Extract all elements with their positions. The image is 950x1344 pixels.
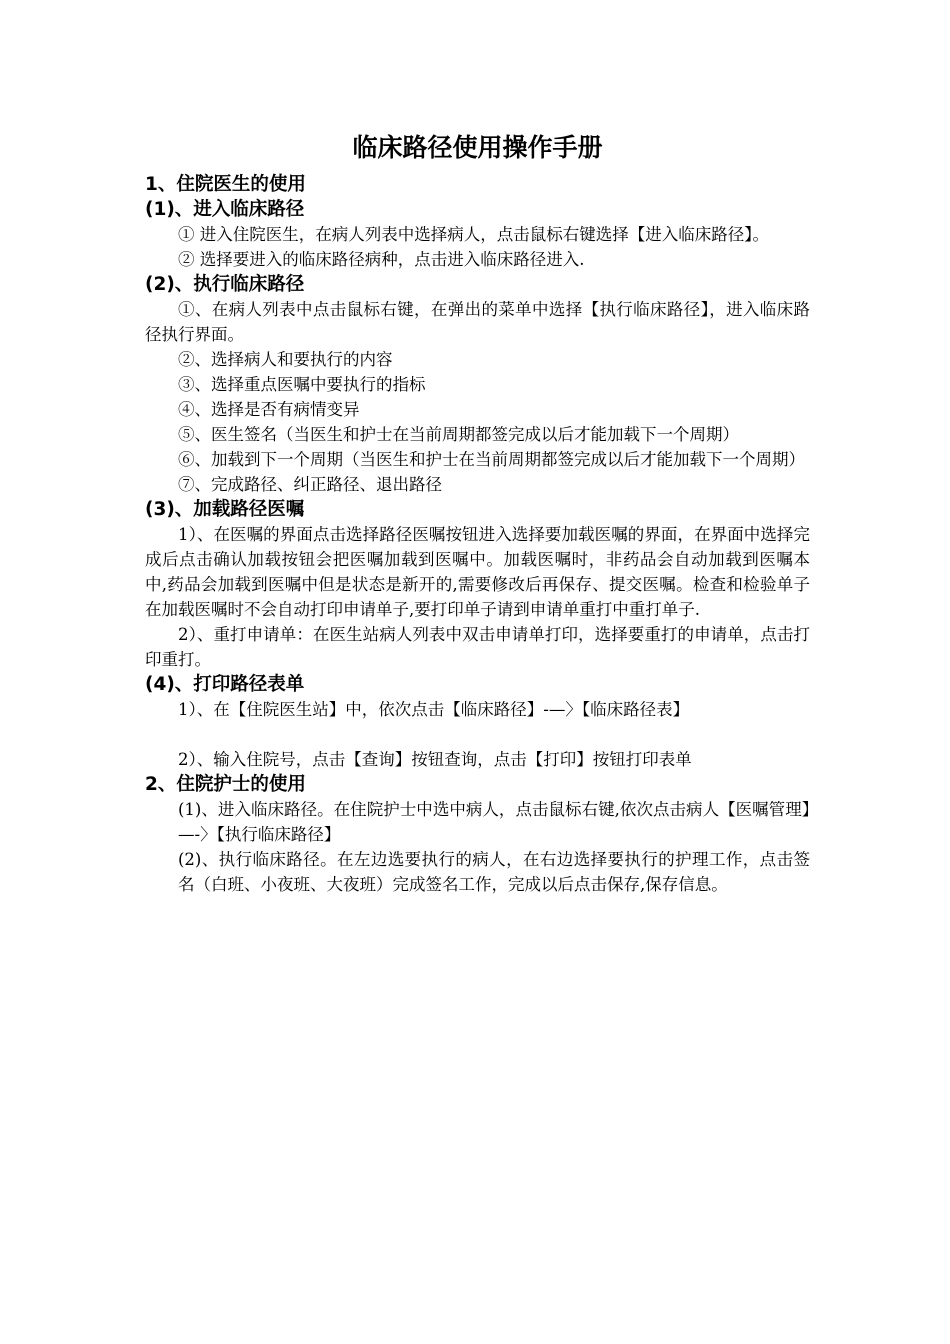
paragraph: (2)、执行临床路径。在左边选要执行的病人，在右边选择要执行的护理工作，点击签名（白班、小夜班、大夜班）完成签名工作，完成以后点击保存,保存信息。 xyxy=(178,850,810,894)
paragraph: ⑥、加载到下一个周期（当医生和护士在当前周期都签完成以后才能加载下一个周期） xyxy=(178,450,805,469)
paragraph: ④、选择是否有病情变异 xyxy=(178,400,360,419)
paragraph: ③、选择重点医嘱中要执行的指标 xyxy=(178,375,426,394)
paragraph: ②、选择病人和要执行的内容 xyxy=(178,350,393,369)
subsection-heading-load-orders: (3)、加载路径医嘱 xyxy=(145,499,305,520)
section-heading-doctor: 1、住院医生的使用 xyxy=(145,174,306,195)
subsection-heading-enter-path: (1)、进入临床路径 xyxy=(145,199,305,220)
subsection-heading-print-forms: (4)、打印路径表单 xyxy=(145,674,305,695)
section-heading-nurse: 2、住院护士的使用 xyxy=(145,774,306,795)
document-title: 临床路径使用操作手册 xyxy=(352,133,603,162)
paragraph: ① 进入住院医生，在病人列表中选择病人，点击鼠标右键选择【进入临床路径】。 xyxy=(178,225,769,244)
paragraph: 1）、在【住院医生站】中，依次点击【临床路径】-—〉【临床路径表】 xyxy=(178,700,690,719)
paragraph: ⑤、医生签名（当医生和护士在当前周期都签完成以后才能加载下一个周期） xyxy=(178,425,739,444)
paragraph: ①、在病人列表中点击鼠标右键，在弹出的菜单中选择【执行临床路径】，进入临床路径执行界面。 xyxy=(145,300,810,344)
document-page xyxy=(145,128,810,897)
paragraph: ⑦、完成路径、纠正路径、退出路径 xyxy=(178,475,442,494)
paragraph: 1）、在医嘱的界面点击选择路径医嘱按钮进入选择要加载医嘱的界面，在界面中选择完成后点击确认加载按钮会把医嘱加载到医嘱中。加载医嘱时，非药品会自动加载到医嘱本中,药品会加载到医嘱中但是状态是新开的,需要修改后再保存、提交医嘱。检查和检验单子在加载医嘱时不会自动打印申请单子,要打印单子请到申请单重打中重打单子. xyxy=(145,525,810,619)
paragraph: 2）、重打申请单：在医生站病人列表中双击申请单打印，选择要重打的申请单，点击打印重打。 xyxy=(145,625,810,669)
paragraph: 2）、输入住院号，点击【查询】按钮查询，点击【打印】按钮打印表单 xyxy=(178,750,692,769)
paragraph: (1)、进入临床路径。在住院护士中选中病人，点击鼠标右键,依次点击病人【医嘱管理】—-〉【执行临床路径】 xyxy=(178,800,810,844)
paragraph: ② 选择要进入的临床路径病种，点击进入临床路径进入. xyxy=(178,250,585,269)
subsection-heading-execute-path: (2)、执行临床路径 xyxy=(145,274,305,295)
